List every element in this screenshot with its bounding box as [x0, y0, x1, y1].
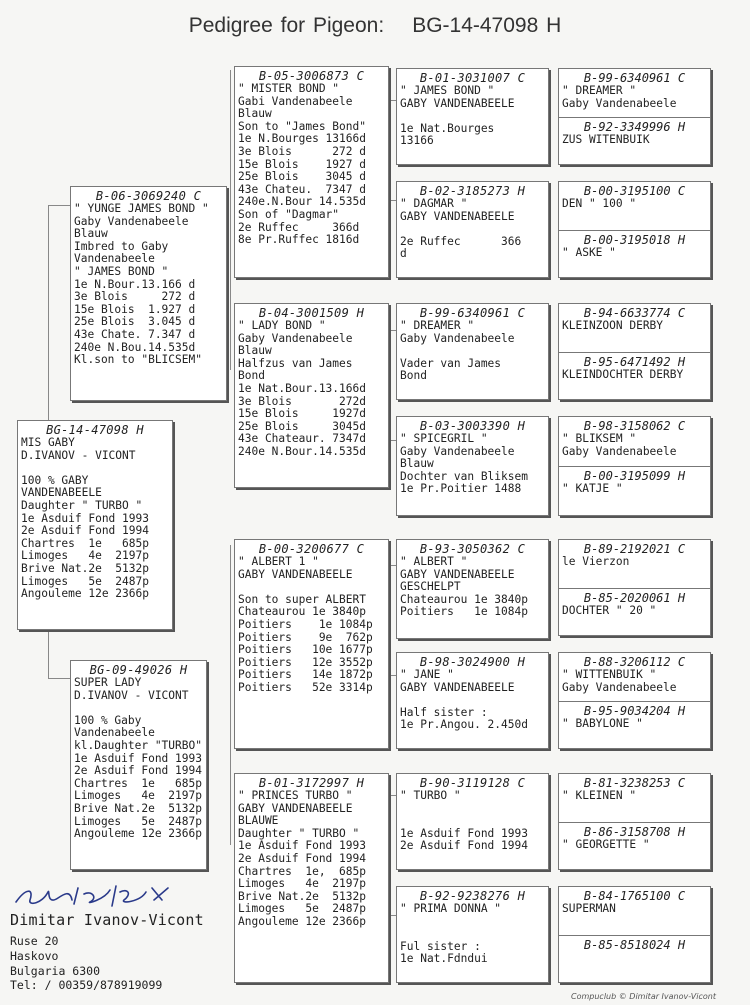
- info-line: Blauw: [238, 107, 272, 121]
- grandparent-box: [234, 66, 389, 278]
- info-line: 25e Blois 3.045 d: [74, 315, 196, 329]
- info-line: 240e N.Bour.14.535d: [238, 444, 366, 458]
- connector-line: [48, 205, 70, 206]
- info-line: Gabi Vandenabeele: [238, 94, 353, 108]
- info-line: Chartres 1e, 685p: [238, 864, 366, 878]
- info-line: Limoges 5e 2487p: [21, 574, 149, 588]
- info-line: Angouleme 12e 2366p: [21, 587, 149, 601]
- info-line: Poitiers 12e 3552p: [238, 655, 373, 669]
- title-ring: BG-14-47098 H: [412, 14, 562, 37]
- ancestor-hen: [559, 822, 710, 875]
- ancestor-pair-box: [558, 652, 711, 749]
- info-line: Gaby Vandenabeele: [562, 680, 677, 694]
- info-line: 43e Chateu. 7347 d: [238, 182, 366, 196]
- info-line: " DREAMER ": [400, 319, 475, 332]
- info-line: GABY VANDENABEELE: [400, 680, 515, 694]
- ring-number: B-94-6633774 C: [583, 306, 686, 320]
- info-line: Brive Nat.2e 5132p: [74, 801, 202, 815]
- ancestor-hen: [559, 588, 710, 641]
- info-line: VANDENABEELE: [21, 486, 102, 500]
- info-line: GABY VANDENABEELE: [400, 96, 515, 110]
- info-line: Poitiers 1e 1084p: [238, 617, 373, 631]
- info-line: " SPICEGRIL ": [400, 432, 488, 445]
- info-line: 1e Nat.Bour.13.166d: [238, 381, 366, 395]
- info-line: 3e Blois 272 d: [74, 290, 196, 304]
- ancestor-cock: [559, 540, 710, 591]
- info-line: 8e Pr.Ruffec 1816d: [238, 233, 360, 247]
- ring-number: B-88-3206112 C: [583, 655, 686, 669]
- info-line: 2e Ruffec 366: [400, 234, 522, 248]
- info-line: Imbred to Gaby: [74, 239, 169, 253]
- info-line: [400, 694, 545, 707]
- info-line: 240e.N.Bour 14.535d: [238, 195, 366, 209]
- info-line: Half sister :: [400, 705, 488, 719]
- grandparent-box: [234, 303, 389, 488]
- ancestor-hen: [559, 701, 710, 754]
- info-line: Blauw: [400, 457, 434, 471]
- ring-number: B-06-3069240 C: [95, 189, 202, 203]
- ring-number: B-84-1765100 C: [583, 889, 686, 903]
- info-line: Limoges 4e 2197p: [238, 877, 366, 891]
- ring-number: B-81-3238253 C: [583, 776, 686, 790]
- info-line: Chartres 1e 685p: [74, 776, 202, 790]
- info-line: kl.Daughter "TURBO": [74, 738, 202, 752]
- info-line: " DAGMAR ": [400, 197, 468, 210]
- info-line: Chartres 1e 685p: [21, 536, 149, 550]
- ancestor-hen: [559, 352, 710, 405]
- info-line: 1e Asduif Fond 1993: [238, 839, 366, 853]
- info-line: Angouleme 12e 2366p: [74, 827, 202, 841]
- info-line: MIS GABY: [21, 436, 75, 449]
- info-line: " MISTER BOND ": [238, 82, 340, 95]
- info-line: Vandenabeele: [74, 252, 155, 266]
- ring-number: B-02-3185273 H: [419, 184, 526, 198]
- info-line: [400, 815, 545, 828]
- info-line: [400, 223, 545, 236]
- info-line: " KLEINEN ": [562, 789, 637, 802]
- info-line: Gaby Vandenabeele: [400, 444, 515, 458]
- info-line: Son to super ALBERT: [238, 592, 366, 606]
- info-line: " JAMES BOND ": [400, 84, 495, 97]
- ancestor-pair-box: [558, 773, 711, 870]
- info-line: [400, 345, 545, 358]
- info-line: Bond: [238, 369, 265, 383]
- info-line: " DREAMER ": [562, 84, 637, 97]
- info-line: Daughter " TURBO ": [238, 826, 360, 840]
- info-line: Gaby Vandenabeele: [562, 444, 677, 458]
- info-line: SUPERMAN: [562, 902, 616, 915]
- ancestor-pair-box: [558, 886, 711, 983]
- info-line: Ful sister :: [400, 939, 481, 953]
- info-line: Blauw: [74, 227, 108, 241]
- info-line: d: [400, 247, 407, 261]
- info-line: 1e N.Bourges 13166d: [238, 132, 366, 146]
- info-line: [400, 110, 545, 123]
- ring-number: B-85-2020061 H: [583, 591, 686, 605]
- info-line: " WITTENBUIK ": [562, 668, 657, 681]
- info-line: " PRIMA DONNA ": [400, 902, 502, 915]
- info-line: " PRINCES TURBO ": [238, 789, 353, 802]
- info-line: 2e Asduif Fond 1994: [238, 851, 366, 865]
- info-line: 3e Blois 272d: [238, 394, 366, 408]
- ring-number: B-93-3050362 C: [419, 542, 526, 556]
- ancestor-hen: [559, 230, 710, 283]
- info-line: Gaby Vandenabeele: [74, 214, 189, 228]
- info-line: 25e Blois 3045d: [238, 419, 366, 433]
- info-line: 240e N.Bou.14.535d: [74, 340, 196, 354]
- info-line: GABY VANDENABEELE: [400, 209, 515, 223]
- info-line: Gaby Vandenabeele: [562, 96, 677, 110]
- ancestor-hen: [559, 117, 710, 170]
- info-line: ZUS WITENBUIK: [562, 133, 650, 146]
- info-line: " BABYLONE ": [562, 717, 643, 730]
- ring-number: BG-14-47098 H: [46, 423, 144, 437]
- info-line: BLAUWE: [238, 814, 279, 828]
- grandparent-box: [234, 539, 389, 749]
- info-line: Vandenabeele: [74, 726, 155, 740]
- info-line: Poitiers 52e 3314p: [238, 680, 373, 694]
- info-line: 25e Blois 3045 d: [238, 170, 366, 184]
- info-line: Gaby Vandenabeele: [238, 331, 353, 345]
- info-line: D.IVANOV - VICONT: [74, 688, 189, 702]
- ring-number: B-00-3195018 H: [583, 233, 686, 247]
- info-line: GABY VANDENABEELE: [238, 801, 353, 815]
- ring-number: B-01-3172997 H: [258, 776, 365, 790]
- info-line: Poitiers 1e 1084p: [400, 605, 528, 619]
- software-credit: Compuclub © Dimitar Ivanov-Vicont: [571, 992, 716, 1001]
- info-line: KLEINDOCHTER DERBY: [562, 368, 684, 381]
- info-line: " GEORGETTE ": [562, 838, 650, 851]
- ancestor-cock: [559, 887, 710, 938]
- info-line: Chateaurou 1e 3840p: [238, 605, 366, 619]
- info-line: KLEINZOON DERBY: [562, 319, 664, 332]
- owner-address-line: Bulgaria 6300: [10, 964, 101, 978]
- info-line: " ALBERT ": [400, 555, 468, 568]
- info-line: 1e Asduif Fond 1993: [74, 751, 202, 765]
- info-line: Limoges 4e 2197p: [21, 549, 149, 563]
- info-line: [238, 581, 385, 594]
- ancestor-pair-box: [558, 303, 711, 400]
- info-line: 43e Chate. 7.347 d: [74, 327, 196, 341]
- ancestor-pair-box: [558, 181, 711, 278]
- ring-number: B-92-3349996 H: [583, 120, 686, 134]
- info-line: Halfzus van James: [238, 356, 353, 370]
- info-line: [400, 803, 545, 816]
- info-line: 15e Blois 1.927 d: [74, 302, 196, 316]
- ring-number: B-99-6340961 C: [583, 71, 686, 85]
- info-line: Son of "Dagmar": [238, 207, 340, 221]
- info-line: 2e Asduif Fond 1994: [74, 764, 202, 778]
- signature-image: [12, 880, 192, 912]
- info-line: " KATJE ": [562, 482, 623, 495]
- info-line: " JAMES BOND ": [74, 264, 169, 278]
- connector-line: [230, 70, 231, 370]
- info-line: " ALBERT 1 ": [238, 555, 319, 568]
- info-line: 1e N.Bour.13.166 d: [74, 277, 196, 291]
- ancestor-cock: [559, 69, 710, 120]
- great-grandparent-box: [396, 652, 549, 749]
- info-line: 1e Nat.Bourges: [400, 121, 495, 135]
- great-grandparent-box: [396, 416, 549, 516]
- great-grandparent-box: [396, 773, 549, 870]
- info-line: Dochter van Bliksem: [400, 469, 528, 483]
- ring-number: B-00-3195099 H: [583, 469, 686, 483]
- info-line: [400, 916, 545, 929]
- info-line: Poitiers 9e 762p: [238, 630, 373, 644]
- info-line: " YUNGE JAMES BOND ": [74, 202, 209, 215]
- info-line: Gaby Vandenabeele: [400, 331, 515, 345]
- info-line: Vader van James: [400, 356, 502, 370]
- info-line: 1e Nat.Fdndui: [400, 952, 488, 966]
- title-prefix: Pedigree for Pigeon:: [188, 14, 385, 37]
- info-line: [21, 462, 169, 475]
- ring-number: B-00-3200677 C: [258, 542, 365, 556]
- info-line: Brive Nat.2e 5132p: [21, 561, 149, 575]
- info-line: 43e Chateaur. 7347d: [238, 432, 366, 446]
- ring-number: B-01-3031007 C: [419, 71, 526, 85]
- info-line: " JANE ": [400, 668, 454, 681]
- info-line: le Vierzon: [562, 555, 630, 568]
- info-line: [400, 928, 545, 941]
- page-title: [0, 14, 750, 38]
- subject-lines: [21, 437, 169, 601]
- owner-phone: Tel: / 00359/878919099: [10, 978, 163, 992]
- info-line: Daughter " TURBO ": [21, 498, 143, 512]
- info-line: 2e Asduif Fond 1994: [21, 524, 149, 538]
- info-line: [74, 702, 203, 715]
- subject-box: [17, 420, 173, 630]
- ring-number: B-99-6340961 C: [419, 306, 526, 320]
- info-line: 2e Ruffec 366d: [238, 220, 360, 234]
- ring-number: B-04-3001509 H: [258, 306, 365, 320]
- owner-name: Dimitar Ivanov-Vicont: [10, 911, 204, 929]
- ring-number: B-92-9238276 H: [419, 889, 526, 903]
- info-line: 2e Asduif Fond 1994: [400, 839, 528, 853]
- ring-number: B-00-3195100 C: [583, 184, 686, 198]
- info-line: 15e Blois 1927 d: [238, 157, 366, 171]
- owner-address-line: Haskovo: [10, 949, 59, 963]
- info-line: Limoges 5e 2487p: [238, 902, 366, 916]
- info-line: 1e Pr.Angou. 2.450d: [400, 718, 528, 732]
- info-line: Bond: [400, 369, 427, 383]
- great-grandparent-box: [396, 68, 549, 165]
- ancestor-hen: [559, 935, 710, 988]
- info-line: Limoges 5e 2487p: [74, 814, 202, 828]
- ancestor-cock: [559, 182, 710, 233]
- info-line: Chateaurou 1e 3840p: [400, 592, 528, 606]
- ancestor-cock: [559, 304, 710, 355]
- ring-number: B-98-3024900 H: [419, 655, 526, 669]
- connector-line: [48, 678, 70, 679]
- sire-box: [70, 186, 227, 401]
- info-line: D.IVANOV - VICONT: [21, 448, 136, 462]
- grandparent-box: [234, 773, 389, 983]
- ring-number: B-89-2192021 C: [583, 542, 686, 556]
- ring-number: B-90-3119128 C: [419, 776, 526, 790]
- info-line: DEN " 100 ": [562, 197, 637, 210]
- great-grandparent-box: [396, 539, 549, 639]
- info-line: SUPER LADY: [74, 676, 142, 689]
- info-line: Poitiers 10e 1677p: [238, 643, 373, 657]
- ring-number: B-03-3003390 H: [419, 419, 526, 433]
- ring-number: B-05-3006873 C: [258, 69, 365, 83]
- info-line: 13166: [400, 134, 434, 148]
- ancestor-cock: [559, 774, 710, 825]
- info-line: 1e Asduif Fond 1993: [400, 826, 528, 840]
- ring-number: B-95-6471492 H: [583, 355, 686, 369]
- info-line: 1e Pr.Poitier 1488: [400, 482, 522, 496]
- ring-number: BG-09-49026 H: [89, 663, 188, 677]
- info-line: 100 % Gaby: [74, 713, 142, 727]
- ancestor-pair-box: [558, 416, 711, 516]
- info-line: 15e Blois 1927d: [238, 407, 366, 421]
- info-line: Son to "James Bond": [238, 119, 366, 133]
- info-line: 3e Blois 272 d: [238, 144, 366, 158]
- connector-line: [48, 205, 49, 425]
- info-line: Blauw: [238, 344, 272, 358]
- info-line: Angouleme 12e 2366p: [238, 914, 366, 928]
- info-line: GESCHELPT: [400, 580, 461, 594]
- ancestor-pair-box: [558, 539, 711, 636]
- info-line: Limoges 4e 2197p: [74, 789, 202, 803]
- info-line: DOCHTER " 20 ": [562, 604, 657, 617]
- info-line: " ASKE ": [562, 246, 616, 259]
- ancestor-cock: [559, 417, 710, 469]
- dam-box: [70, 660, 207, 870]
- ancestor-cock: [559, 653, 710, 704]
- great-grandparent-box: [396, 303, 549, 400]
- ring-number: B-86-3158708 H: [583, 825, 686, 839]
- ring-number: B-95-9034204 H: [583, 704, 686, 718]
- info-line: " LADY BOND ": [238, 319, 326, 332]
- connector-line: [230, 545, 231, 845]
- info-line: Poitiers 14e 1872p: [238, 668, 373, 682]
- info-line: 100 % GABY: [21, 473, 89, 487]
- great-grandparent-box: [396, 181, 549, 278]
- great-grandparent-box: [396, 886, 549, 983]
- info-line: GABY VANDENABEELE: [400, 567, 515, 581]
- info-line: Kl.son to "BLICSEM": [74, 353, 202, 367]
- owner-address-line: Ruse 20: [10, 934, 59, 948]
- info-line: GABY VANDENABEELE: [238, 567, 353, 581]
- ancestor-hen: [559, 466, 710, 521]
- info-line: " TURBO ": [400, 789, 461, 802]
- ring-number: B-85-8518024 H: [583, 938, 686, 952]
- info-line: Brive Nat.2e 5132p: [238, 889, 366, 903]
- ancestor-pair-box: [558, 68, 711, 165]
- ring-number: B-98-3158062 C: [583, 419, 686, 433]
- info-line: 1e Asduif Fond 1993: [21, 511, 149, 525]
- connector-line: [48, 628, 49, 678]
- info-line: " BLIKSEM ": [562, 432, 637, 445]
